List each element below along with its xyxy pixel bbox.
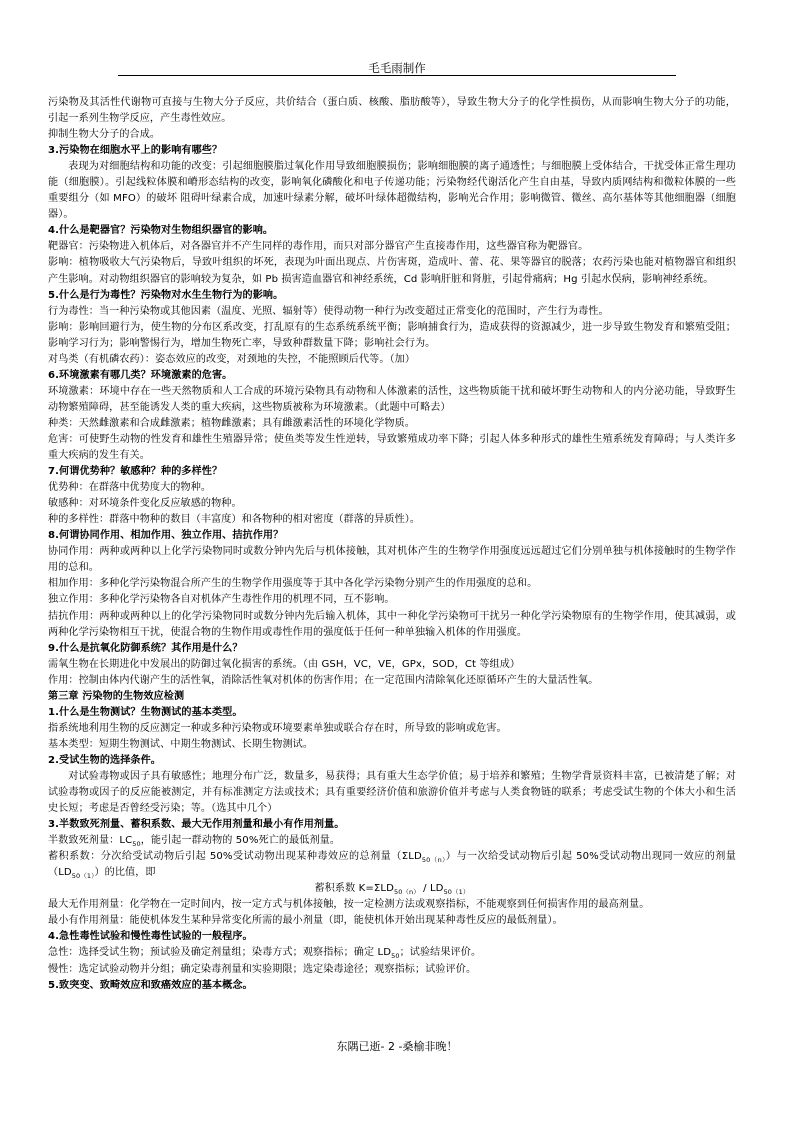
paragraph: 表现为对细胞结构和功能的改变：引起细胞膜脂过氧化作用导致细胞膜损伤；影响细胞膜的离子通透性；与细胞膜上受体结合，干扰受体正常生理功能（细胞膜）。引起线粒体膜和嵴形态结构的改变，影响氧化磷酸化和电子传递功能；污染物经代谢活化产生自由基，导致内质网结构和微粒体膜的一些重要组分（如 MFO）的破坏 阻碍叶绿素合成，加速叶绿素分解，破坏叶绿体超微结构，影响光合作用；影响微管、微丝、高尔基体等其他细胞器（细胞器）。 <box>48 161 736 221</box>
paragraph: 协同作用：两种或两种以上化学污染物同时或数分钟内先后与机体接触，其对机体产生的生物学作用强度远远超过它们分别单独与机体接触时的生物学作用的总和。 <box>48 546 736 574</box>
paragraph: 影响：植物吸收大气污染物后，导致叶组织的坏死，表现为叶面出现点、片伤害斑，造成叶、蕾、花、果等器官的脱落；农药污染也能对植物器官和组织产生影响。对动物组织器官的影响较为复杂，如 Pb 损害造血器官和神经系统，Cd 影响肝脏和肾脏，引起骨痛病；Hg 引起水俣病，影响神经系统。 <box>48 257 736 285</box>
paragraph-accumulation: 蓄积系数：分次给受试动物后引起 50%受试动物出现某种毒效应的总剂量$(\Sigma LD_{50(n)})$与一次给受试动物后引起 50%受试动物出现同一效应的剂量$(LD_{50(1)})$的比值，即 <box>48 851 736 881</box>
document-body <box>48 95 736 994</box>
paragraph: 基本类型：短期生物测试、中期生物测试、长期生物测试。 <box>48 738 314 750</box>
paragraph: 行为毒性：当一种污染物或其他因素（温度、光照、辐射等）使得动物一种行为改变超过正常变化的范围时，产生行为毒性。 <box>48 305 609 317</box>
question-heading: 6.环境激素有哪几类？环境激素的危害。 <box>48 369 233 381</box>
question-heading: 1.什么是生物测试？生物测试的基本类型。 <box>48 706 243 718</box>
question-heading: 4.急性毒性试验和慢性毒性试验的一般程序。 <box>48 931 253 943</box>
paragraph: 抑制生物大分子的合成。 <box>48 129 161 141</box>
paragraph: 污染物及其活性代谢物可直接与生物大分子反应，共价结合（蛋白质、核酸、脂肪酸等），导致生物大分子的化学性损伤，从而影响生物大分子的功能，引起一系列生物学反应，产生毒性效应。 <box>48 97 736 125</box>
paragraph: 最小有作用剂量：能使机体发生某种异常变化所需的最小剂量（即，能使机体开始出现某种毒性反应的最低剂量）。 <box>48 915 563 927</box>
paragraph: 种的多样性：群落中物种的数目（丰富度）和各物种的相对密度（群落的异质性）。 <box>48 514 421 526</box>
paragraph-acute: 急性：选择受试生物；预试验及确定剂量组；染毒方式；观察指标；确定 $LD_{50}$；试验结果评价。 <box>48 947 482 961</box>
paragraph: 需氧生物在长期进化中发展出的防御过氧化损害的系统。（由 GSH，VC，VE，GPx，SOD，Ct 等组成） <box>48 658 521 670</box>
question-heading: 5.什么是行为毒性？污染物对水生生物行为的影响。 <box>48 289 284 301</box>
paragraph: 敏感种：对环境条件变化反应敏感的物种。 <box>48 498 242 510</box>
paragraph: 最大无作用剂量：化学物在一定时间内，按一定方式与机体接触，按一定检测方法或观察指标，不能观察到任何损害作用的最高剂量。 <box>48 899 650 911</box>
question-heading: 4.什么是靶器官？污染物对生物组织器官的影响。 <box>48 225 274 237</box>
paragraph: 危害：可使野生动物的性发育和雄性生殖器异常；使鱼类等发生性逆转，导致繁殖成功率下降；引起人体多种形式的雄性生殖系统发育障碍；与人类许多重大疾病的发生有关。 <box>48 433 736 462</box>
question-heading: 7.何谓优势种？敏感种？种的多样性？ <box>48 466 223 478</box>
question-heading: 9.什么是抗氧化防御系统？其作用是什么？ <box>48 642 243 654</box>
paragraph: 影响：影响回避行为，使生物的分布区系改变，打乱原有的生态系统系统平衡；影响捕食行为，造成获得的资源减少，进一步导致生物发育和繁殖受阻；影响学习行为；影响警惕行为，增加生物死亡率，导致种群数量下降；影响社会行为。 <box>48 321 736 349</box>
question-heading: 2.受试生物的选择条件。 <box>48 754 161 766</box>
paragraph: 拮抗作用：两种或两种以上的化学污染物同时或数分钟内先后输入机体，其中一种化学污染物可干扰另一种化学污染物原有的生物学作用，使其减弱，或两种化学污染物相互干扰，使混合物的生物作用或毒性作用的强度低于任何一种单独输入机体的作用强度。 <box>48 610 736 638</box>
paragraph: 作用：控制由体内代谢产生的活性氧，消除活性氧对机体的伤害作用；在一定范围内清除氧化还原循环产生的大量活性氧。 <box>48 674 599 686</box>
page-header: 毛毛雨制作 <box>368 61 426 75</box>
chapter-heading: 第三章 污染物的生物效应检测 <box>48 690 185 702</box>
question-heading: 5.致突变、致畸效应和致癌效应的基本概念。 <box>48 979 253 991</box>
question-heading: 3.污染物在细胞水平上的影响有哪些？ <box>48 145 223 157</box>
paragraph: 指系统地利用生物的反应测定一种或多种污染物或环境要素单独或联合存在时，所导致的影响或危害。 <box>48 722 507 734</box>
formula: 蓄积系数 $K=\Sigma LD_{50(n)} / LD_{50(1)}$ <box>314 883 470 897</box>
header-divider <box>118 75 676 76</box>
page-footer: 东隅已逝- 2 -桑榆非晚！ <box>336 1040 458 1053</box>
paragraph-lc50: 半数致死剂量：$LC_{50}$，能引起一群动物的 50%死亡的最低剂量。 <box>48 835 341 849</box>
question-heading: 8.何谓协同作用、相加作用、独立作用、拮抗作用？ <box>48 530 284 542</box>
paragraph: 独立作用：多种化学污染物各自对机体产生毒性作用的机理不同，互不影响。 <box>48 594 395 606</box>
paragraph: 对鸟类（有机磷农药）：姿态效应的改变，对颈地的失控，不能照顾后代等。（加） <box>48 353 416 365</box>
paragraph: 对试验毒物或因子具有敏感性；地理分布广泛，数量多，易获得；具有重大生态学价值；易于培养和繁殖；生物学背景资料丰富，已被清楚了解；对试验毒物或因子的反应能被测定，并有标准测定方法或技术；具有重要经济价值和旅游价值并考虑与人类食物链的联系；考虑受试生物的个体大小和生活史长短；考虑是否曾经受污染；等。（选其中几个） <box>48 770 736 815</box>
paragraph: 相加作用：多种化学污染物混合所产生的生物学作用强度等于其中各化学污染物分别产生的作用强度的总和。 <box>48 578 538 590</box>
paragraph: 种类：天然雌激素和合成雌激素；植物雌激素；具有雌激素活性的环境化学物质。 <box>48 417 415 429</box>
paragraph: 慢性：选定试验动物并分组；确定染毒剂量和实验期限；选定染毒途径；观察指标；试验评价。 <box>48 963 477 975</box>
paragraph: 靶器官：污染物进入机体后，对各器官并不产生同样的毒作用，而只对部分器官产生直接毒作用，这些器官称为靶器官。 <box>48 241 589 253</box>
question-heading: 3.半数致死剂量、蓄积系数、最大无作用剂量和最小有作用剂量。 <box>48 819 345 831</box>
paragraph: 环境激素：环境中存在一些天然物质和人工合成的环境污染物具有动物和人体激素的活性，这些物质能干扰和破坏野生动物和人的内分泌功能，导致野生动物繁殖障碍，甚至能诱发人类的重大疾病，这些物质被称为环境激素。（此题中可略去） <box>48 385 736 413</box>
paragraph: 优势种：在群落中优势度大的物种。 <box>48 482 212 494</box>
